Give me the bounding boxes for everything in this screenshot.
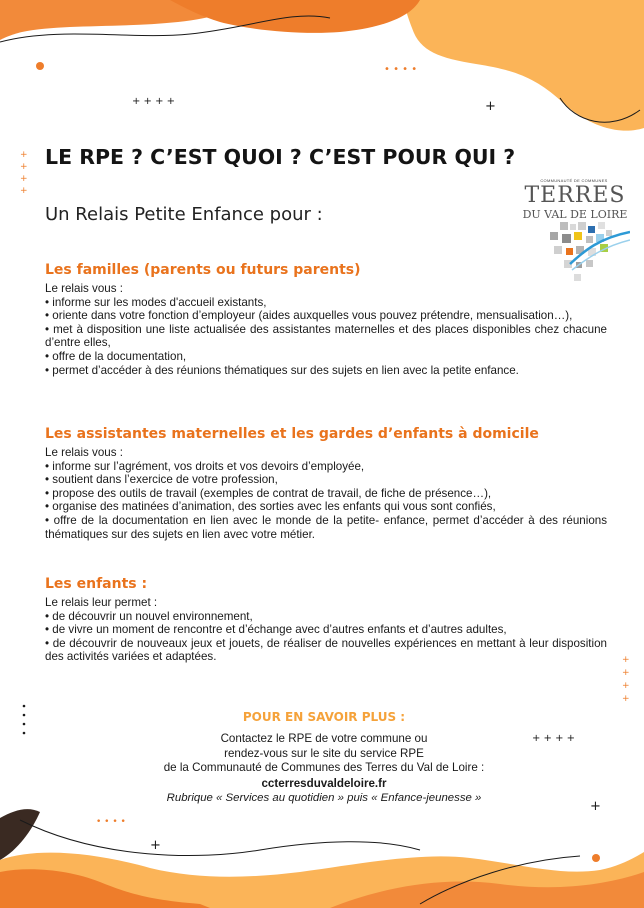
list-item: • de vivre un moment de rencontre et d’échange avec d’autres enfants et d’autres adultes, [45,623,607,637]
svg-text:+: + [20,162,28,172]
bottom-left-dark-blob [0,809,40,860]
svg-text:+: + [622,668,630,678]
crosses-right-column: + [622,655,630,665]
info-line: Contactez le RPE de votre commune ou [220,732,428,745]
svg-text:+: + [622,694,630,704]
list-item: • de découvrir de nouveaux jeux et jouets, de réaliser de nouvelles expériences en mettant à leur disposition des activités variées et adaptées. [45,637,607,664]
list-item: • met à disposition une liste actualisée des assistantes maternelles et des places disponibles chez chacune d’entre elles, [45,323,607,350]
svg-text:+: + [622,681,630,691]
page-subtitle: Un Relais Petite Enfance pour : [45,204,323,225]
list-item: • propose des outils de travail (exemples de contrat de travail, de fiche de présence…), [45,487,607,501]
logo-place: DU VAL DE LOIRE [522,208,628,221]
section-intro: Le relais vous : [45,446,123,459]
section-heading: Les enfants : [45,576,148,592]
crosses-top: + + + + [132,96,176,107]
page-title: LE RPE ? C’EST QUOI ? C’EST POUR QUI ? [45,145,516,169]
list-item: • soutient dans l’exercice de votre profession, [45,473,607,487]
dots-left-vertical [23,705,26,708]
logo-name: TERRES [524,183,626,208]
list-item: • permet d’accéder à des réunions thématiques sur des sujets en lien avec la petite enfance. [45,364,607,378]
crosses-left-column: + [20,150,28,160]
section-heading: Les assistantes maternelles et les gardes d’enfants à domicile [45,426,539,442]
website-link[interactable]: ccterresduvaldeloire.fr [261,776,387,790]
cross-top-right: + [485,99,496,114]
section-intro: Le relais vous : [45,282,123,295]
list-item: • informe sur l’agrément, vos droits et vos devoirs d’employée, [45,460,607,474]
cross-bottom-left: + [150,838,161,853]
orange-dot-top-left [36,62,44,70]
list-item: • offre de la documentation en lien avec le monde de la petite- enfance, permet d’accéder à des réunions thématiques sur des sujets en lien avec votre métier. [45,514,607,541]
more-info-heading: POUR EN SAVOIR PLUS : [242,710,406,724]
section-list [45,460,607,542]
bottom-curve-line [20,820,420,856]
crosses-bottom-right: + + + + [532,733,576,744]
svg-text:+: + [20,174,28,184]
dots-bottom-orange: • • • • [96,817,126,827]
list-item: • informe sur les modes d'accueil existants, [45,296,607,310]
orange-dot-bottom-right [592,854,600,862]
dots-top-orange: • • • • [384,64,418,75]
list-item: • de découvrir un nouvel environnement, [45,610,607,624]
section-childminders [45,426,607,541]
info-note: Rubrique « Services au quotidien » puis « Enfance-jeunesse » [166,791,482,804]
info-line: de la Communauté de Communes des Terres du Val de Loire : [163,761,485,774]
svg-text:+: + [20,186,28,196]
list-item: • organise des matinées d’animation, des sorties avec les enfants qui vous sont confiés, [45,500,607,514]
cross-bottom-right: + [590,799,601,814]
section-families [45,262,607,377]
section-list [45,610,607,664]
section-children [45,576,607,664]
section-list [45,296,607,378]
info-line: rendez-vous sur le site du service RPE [224,746,424,760]
list-item: • oriente dans votre fonction d’employeur (aides auxquelles vous pouvez prétendre, mensualisation…), [45,309,607,323]
more-info-block [100,710,548,805]
section-heading: Les familles (parents ou futurs parents) [45,262,361,278]
logo-superscript: COMMUNAUTÉ DE COMMUNES [540,178,608,183]
list-item: • offre de la documentation, [45,350,607,364]
section-intro: Le relais leur permet : [45,596,158,609]
